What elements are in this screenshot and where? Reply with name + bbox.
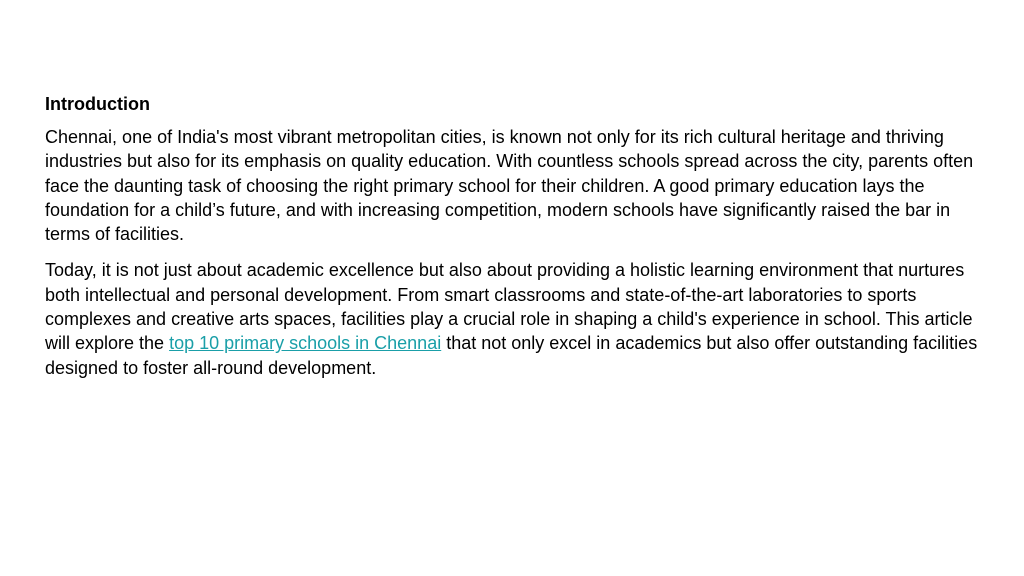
facilities-paragraph xyxy=(45,258,995,379)
paragraph-text-after-link: that not only excel in academics but also offer outstanding facilities designed to foster all-round development. xyxy=(45,333,978,378)
intro-paragraph: Chennai, one of India's most vibrant metropolitan cities, is known not only for its rich cultural heritage and thriving industries but also for its emphasis on quality education. With countless schools spread across the city, parents often face the daunting task of choosing the right primary school for their children. A good primary education lays the foundation for a child’s future, and with increasing competition, modern schools have significantly raised the bar in terms of facilities. xyxy=(45,127,974,245)
section-heading: Introduction xyxy=(45,94,150,114)
paragraph-text-before-link: Today, it is not just about academic excellence but also about providing a holistic learning environment that nurtures both intellectual and personal development. From smart classrooms and state-of-the-art laboratories to sports complexes and creative arts spaces, facilities play a crucial role in shaping a child's experience in school. This article will explore the xyxy=(45,260,973,354)
primary-schools-link[interactable]: top 10 primary schools in Chennai xyxy=(169,333,442,354)
document-body xyxy=(45,92,995,392)
